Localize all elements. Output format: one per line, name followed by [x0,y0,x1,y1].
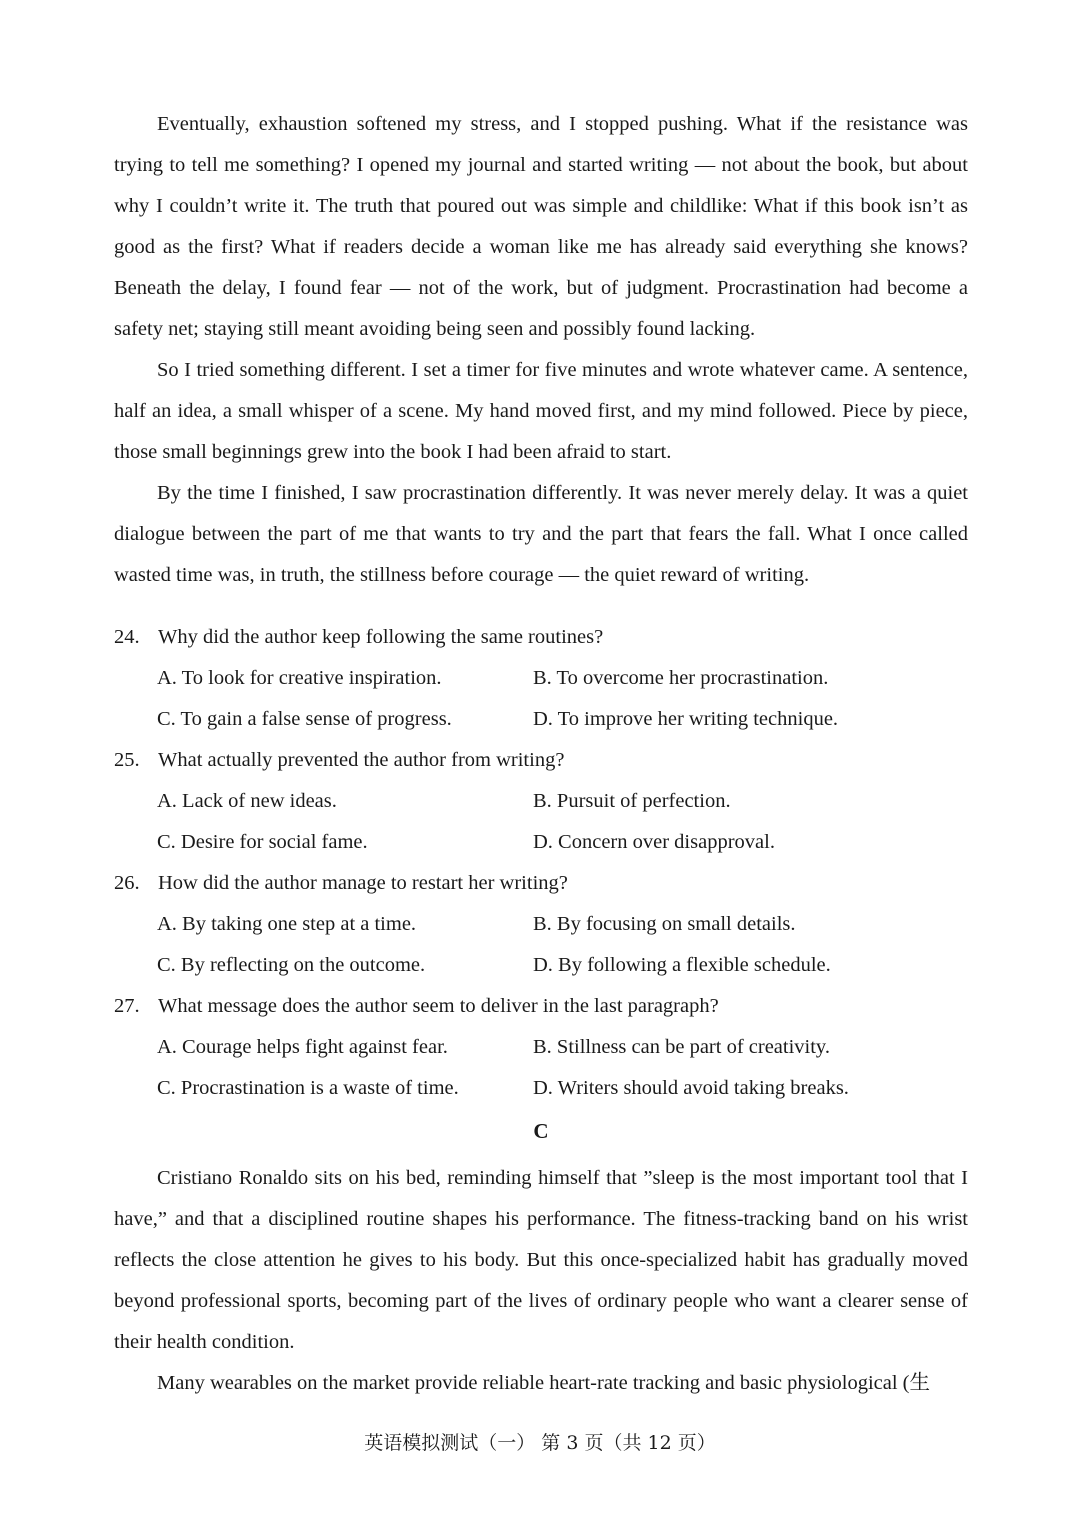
question-stem: What actually prevented the author from writing? [158,749,565,771]
paragraph: Cristiano Ronaldo sits on his bed, reminding himself that ”sleep is the most important tool that I have,” and that a disciplined routine shapes his performance. The fitness-tracking band on his wrist reflects the close attention he gives to his body. But this once-specialized habit has gradually moved beyond professional sports, becoming part of the lives of ordinary people who want a clearer sense of their health condition. [114,1167,968,1353]
option-d: D. Writers should avoid taking breaks. [533,1077,849,1099]
option-c: C. Procrastination is a waste of time. [157,1077,459,1099]
option-a: A. To look for creative inspiration. [157,667,442,689]
question-list [114,617,968,1109]
question-number: 26. [114,872,140,894]
question-24 [114,617,968,740]
question-25 [114,740,968,863]
option-d: D. To improve her writing technique. [533,708,839,730]
option-b: B. Stillness can be part of creativity. [533,1036,830,1058]
paragraph: By the time I finished, I saw procrastination differently. It was never merely delay. It was a quiet dialogue between the part of me that wants to try and the part that fears the fall. What I once called wasted time was, in truth, the stillness before courage — the quiet reward of writing. [114,482,968,586]
question-number: 24. [114,626,140,648]
option-a: A. Courage helps fight against fear. [157,1036,448,1058]
option-c: C. To gain a false sense of progress. [157,708,452,730]
question-stem: Why did the author keep following the same routines? [158,626,604,648]
option-b: B. Pursuit of perfection. [533,790,731,812]
option-c: C. Desire for social fame. [157,831,368,853]
question-26 [114,863,968,986]
paragraph: Many wearables on the market provide reliable heart-rate tracking and basic physiological (生 [157,1372,931,1394]
passage-b [114,104,968,596]
page-footer: 英语模拟测试（一） 第 3 页（共 12 页） [364,1432,716,1454]
option-b: B. To overcome her procrastination. [533,667,829,689]
question-number: 25. [114,749,140,771]
paragraph: So I tried something different. I set a timer for five minutes and wrote whatever came. A sentence, half an idea, a small whisper of a scene. My hand moved first, and my mind followed. Piece by piece, those small beginnings grew into the book I had been afraid to start. [114,359,968,463]
paragraph: Eventually, exhaustion softened my stress, and I stopped pushing. What if the resistance was trying to tell me something? I opened my journal and started writing — not about the book, but about why I couldn’t write it. The truth that poured out was simple and childlike: What if this book isn’t as good as the first? What if readers decide a woman like me has already said everything she knows? Beneath the delay, I found fear — not of the work, but of judgment. Procrastination had become a safety net; staying still meant avoiding being seen and possibly found lacking. [114,113,968,340]
option-a: A. By taking one step at a time. [157,913,417,935]
question-27 [114,986,968,1109]
question-number: 27. [114,995,140,1017]
page-content [114,104,968,1404]
section-title: C [533,1119,549,1143]
question-stem: How did the author manage to restart her writing? [158,872,568,894]
option-d: D. Concern over disapproval. [533,831,775,853]
option-a: A. Lack of new ideas. [157,790,337,812]
option-c: C. By reflecting on the outcome. [157,954,426,976]
option-d: D. By following a flexible schedule. [533,954,831,976]
option-b: B. By focusing on small details. [533,913,796,935]
question-stem: What message does the author seem to deliver in the last paragraph? [158,995,719,1017]
passage-c [114,1158,968,1404]
